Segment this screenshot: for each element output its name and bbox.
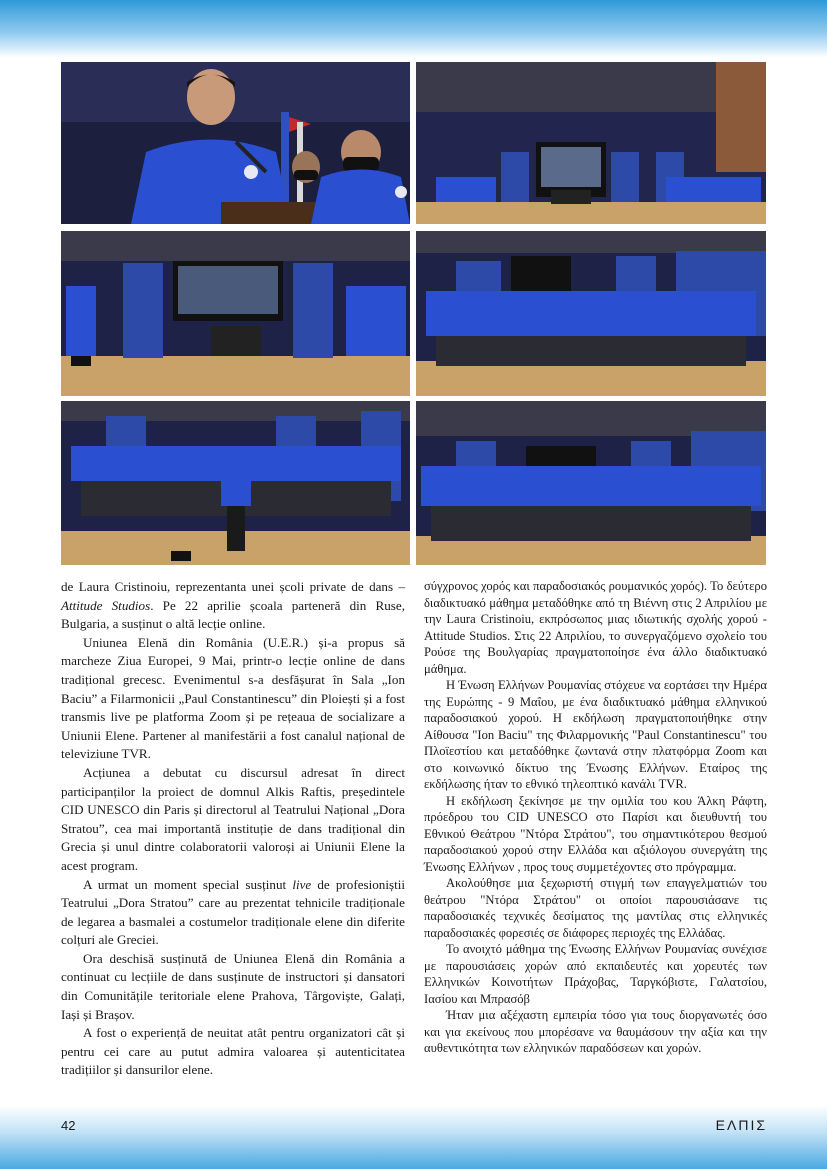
text-span: de Laura Cristinoiu, reprezentanta unei școli private de dans – (61, 579, 405, 594)
photo-group-screen-wide (416, 62, 766, 224)
magazine-name: ΕΛΠΙΣ (715, 1117, 767, 1133)
paragraph: Το ανοιχτό μάθημα της Ένωσης Ελλήνων Ρουμανίας συνέχισε με παρουσιάσεις χορών από εκπαιδευτές και χορευτές των Ελληνικών Κοινοτήτων Πράχοβας, Ταργκόβιστε, Γαλατσίου, Ιασίου και Μπρασόβ (424, 942, 767, 1006)
paragraph (61, 876, 405, 950)
text-span: de profesioniștii Teatrului „Dora Stratou” care au prezentat tehnicile tradiționale de legarea a basmalei a costumelor tradiționale elene din diferite colțuri ale Greciei. (61, 876, 405, 948)
romanian-text-column (61, 578, 405, 1080)
text-span: A urmat un moment special susținut (83, 876, 293, 892)
text-span: . Pe 22 aprilie școala parteneră din Ruse, Bulgaria, a susținut o altă lecție online. (61, 597, 405, 632)
italic-text: live (292, 876, 312, 892)
paragraph: Η εκδήλωση ξεκίνησε με την ομιλία του κου Άλκη Ράφτη, πρόεδρου του CID UNESCO στο Παρίσι και διευθυντή του Εθνικού Θεάτρου "Ντόρα Στράτου", του σημαντικότερου θεσμού παραδοσιακού χορού στην Ελλάδα και αξιόλογου συνεργάτη της Ένωσης Ελλήνων , προς τους συμμετέχοντες στο πρόγραμμα. (424, 793, 767, 874)
greek-text-column (424, 578, 767, 1057)
paragraph (61, 578, 405, 634)
photo-grid (61, 62, 766, 565)
paragraph: Ακολούθησε μια ξεχωριστή στιγμή των επαγγελματιών του θεάτρου "Ντόρα Στράτου" οι οποίοι παρουσιάσανε τις παραδοσιακές τεχνικές δεσίματος της μαντίλας στις ελληνικές παραδοσιακές φορεσιές σε διάφορες περιοχές της Ελλάδας. (424, 876, 767, 940)
paragraph: A fost o experiență de neuitat atât pentru organizatori cât și pentru cei care au putut admira valoarea și autenticitatea tradițiilor și dansurilor elene. (61, 1025, 405, 1078)
photo-group-right (416, 231, 766, 396)
italic-text: Attitude Studios (61, 597, 151, 613)
top-decorative-band (0, 0, 827, 58)
paragraph: Acțiunea a debutat cu discursul adresat în direct participanților la proiect de domnul Alkis Raftis, președintele CID UNESCO din Paris și directorul al Teatrului Național „Dora Stratou”, cea mai importantă instituție de dans tradițional din Grecia și unul dintre colaboratorii valoroși ai Uniunii Elene la acest program. (61, 764, 405, 873)
photo-group-finale (416, 401, 766, 565)
paragraph: Η Ένωση Ελλήνων Ρουμανίας στόχευε να εορτάσει την Ημέρα της Ευρώπης - 9 Μαΐου, με ένα διαδικτυακό μάθημα ελληνικού παραδοσιακού χορού. Η εκδήλωση πραγματοποιήθηκε στην Αίθουσα "Ion Baciu" της Φιλαρμονικής "Paul Constantinescu" του Πλοϊεστίου και μεταδόθηκε ζωντανά στην πλατφόρμα Zoom και στο κοινωνικό δίκτυο της Ένωσης Ελλήνων. Εταίρος της εκδήλωσης ήταν το εθνικό τηλεοπτικό κανάλι TVR. (424, 678, 767, 791)
paragraph: Ora deschisă susținută de Uniunea Elenă din România a continuat cu lecțiile de dans susținute de instructori și dansatori din Comunitățile teritoriale elene Prahova, Târgoviște, Galați, Iași și Brașov. (61, 950, 405, 1022)
paragraph: Uniunea Elenă din România (U.E.R.) și-a propus să marcheze Ziua Europei, 9 Mai, printr-o lecție online de dans tradițional grecesc. Evenimentul s-a desfășurat în Sala „Ion Baciu” a Filarmonicii „Paul Constantinescu” din Ploiești și a fost transmis live pe platforma Zoom și pe rețeaua de socializare a Uniunii Elene. Partener al manifestării a fost canalul național de televiziune TVR. (61, 634, 405, 762)
paragraph: σύγχρονος χορός και παραδοσιακός ρουμανικός χορός). Το δεύτερο διαδικτυακό μάθημα μεταδόθηκε από τη Βιέννη στις 2 Απριλίου με την Laura Cristinoiu, εκπρόσωπος μιας ιδιωτικής σχολής χορού - Attitude Studios. Στις 22 Απριλίου, το συνεργαζόμενο σχολείο του Ρούσε της Βουλγαρίας πραγματοποίησε ένα άλλο διαδικτυακό μάθημα. (424, 579, 767, 676)
photo-dancer-front (61, 401, 410, 565)
paragraph: Ήταν μια αξέχαστη εμπειρία τόσο για τους διοργανωτές όσο και για εκείνους που μπορέσανε να θαυμάσουν την αξία και την αυθεντικότητα των ελληνικών παραδόσεων και χορών. (424, 1008, 767, 1055)
bottom-decorative-band (0, 1105, 827, 1169)
photo-group-left (61, 231, 410, 396)
photo-speaker-podium (61, 62, 410, 224)
page-number: 42 (61, 1118, 76, 1133)
